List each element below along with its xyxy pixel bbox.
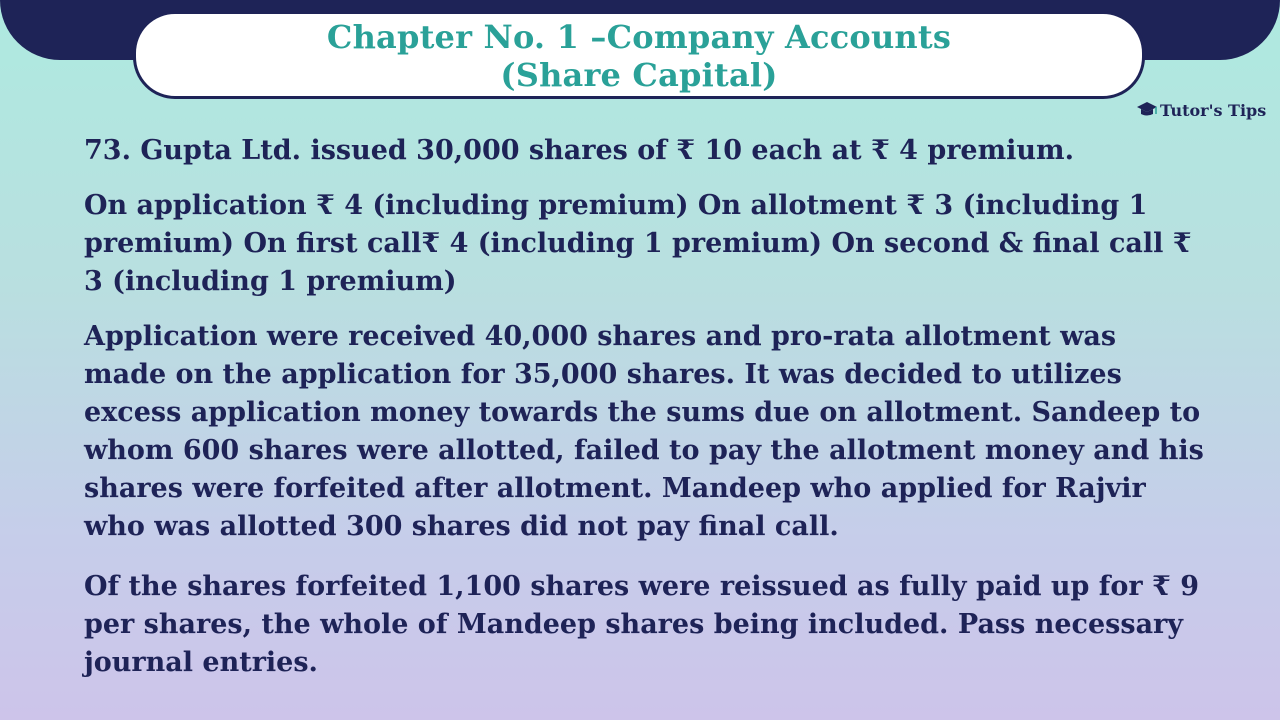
question-paragraph: Of the shares forfeited 1,100 shares were reissued as fully paid up for ₹ 9 per shares, the whole of Mandeep shares being included. Pass necessary journal entries. [84, 571, 1200, 678]
chapter-subtitle: (Share Capital) [500, 56, 778, 94]
graduation-cap-icon [1136, 100, 1158, 120]
chapter-title: Chapter No. 1 –Company Accounts [326, 18, 952, 56]
question-body [84, 132, 1204, 682]
question-paragraph: 73. Gupta Ltd. issued 30,000 shares of ₹ 10 each at ₹ 4 premium. [84, 135, 1075, 166]
question-paragraph: Application were received 40,000 shares and pro-rata allotment was made on the application for 35,000 shares. It was decided to utilizes excess application money towards the sums due on allotment. Sandeep to whom 600 shares were allotted, failed to pay the allotment money and his shares were forfeited after allotment. Mandeep who applied for Rajvir who was allotted 300 shares did not pay final call. [84, 321, 1204, 542]
question-paragraph: On application ₹ 4 (including premium) On allotment ₹ 3 (including 1 premium) On first call₹ 4 (including 1 premium) On second & final call ₹ 3 (including 1 premium) [84, 190, 1192, 297]
title-banner [133, 11, 1145, 99]
logo-text: Tutor's Tips [1160, 100, 1267, 120]
tutors-tips-logo [1136, 96, 1276, 124]
